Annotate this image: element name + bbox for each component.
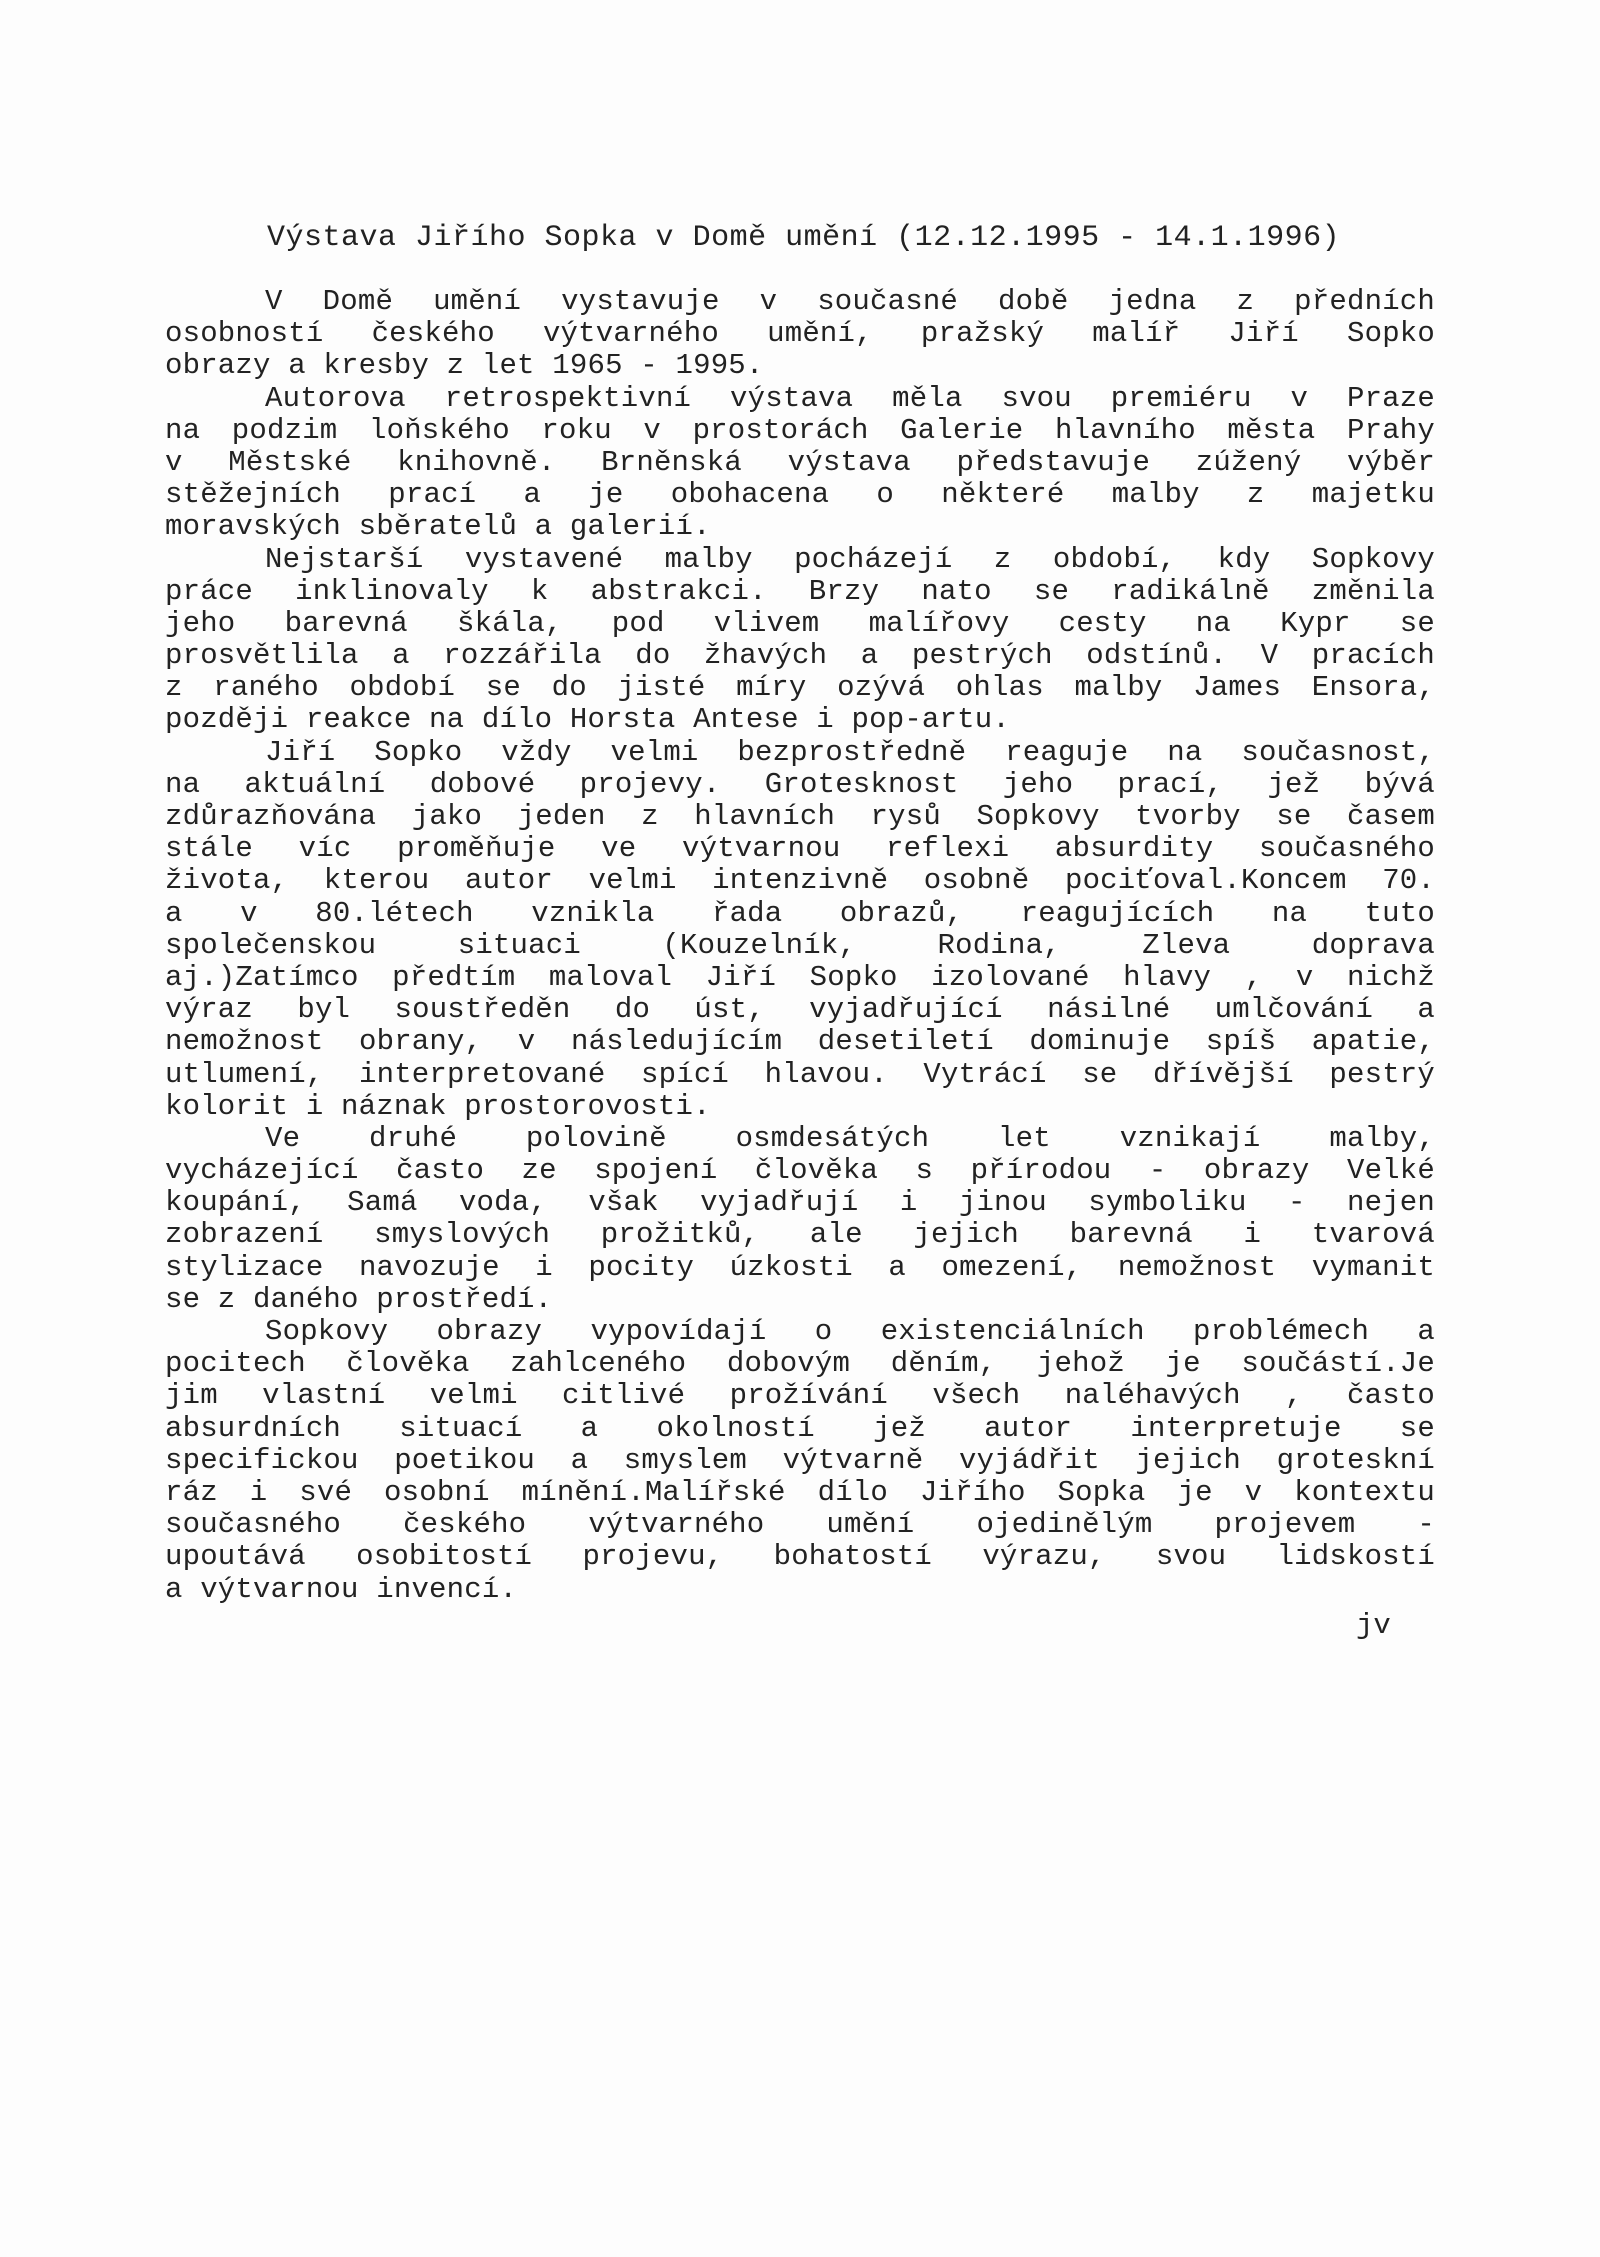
text-line: kolorit i náznak prostorovosti. (165, 1089, 711, 1123)
text-line: stylizace navozuje i pocity úzkosti a omezení, nemožnost vymanit (165, 1250, 1435, 1284)
text-line: na aktuální dobové projevy. Grotesknost jeho prací, jež bývá (165, 767, 1435, 801)
text-line: zdůrazňována jako jeden z hlavních rysů Sopkovy tvorby se časem (165, 800, 1435, 833)
text-line: ráz i své osobní mínění.Malířské dílo Jiřího Sopka je v kontextu (165, 1475, 1435, 1509)
text-line: nemožnost obrany, v následujícím desetiletí dominuje spíš apatie, (165, 1025, 1435, 1059)
paragraph (165, 544, 1435, 737)
text-line: života, kterou autor velmi intenzivně osobně pociťoval.Koncem 70. (165, 864, 1435, 898)
text-line: Nejstarší vystavené malby pocházejí z období, kdy Sopkovy (265, 542, 1435, 576)
text-line: zobrazení smyslových prožitků, ale jejich barevná i tvarová (165, 1218, 1435, 1252)
text-line: v Městské knihovně. Brněnská výstava představuje zúžený výběr (165, 445, 1435, 479)
text-line: Jiří Sopko vždy velmi bezprostředně reaguje na současnost, (265, 735, 1435, 769)
document-body (165, 286, 1435, 1606)
text-line: a v 80.létech vznikla řada obrazů, reagujících na tuto (165, 896, 1435, 930)
text-line: utlumení, interpretované spící hlavou. Vytrácí se dřívější pestrý (165, 1057, 1435, 1091)
text-line: současného českého výtvarného umění ojedinělým projevem - (165, 1508, 1435, 1542)
text-line: V Domě umění vystavuje v současné době jedna z předních (265, 285, 1435, 318)
author-initials: jv (1356, 1609, 1391, 1642)
text-line: upoutává osobitostí projevu, bohatostí výrazu, svou lidskostí (165, 1540, 1435, 1574)
text-line: stále víc proměňuje ve výtvarnou reflexi absurdity současného (165, 832, 1435, 866)
text-line: Sopkovy obrazy vypovídají o existenciálních problémech a (265, 1315, 1435, 1348)
text-line: na podzim loňského roku v prostorách Galerie hlavního města Prahy (165, 413, 1435, 447)
text-line: prosvětlila a rozzářila do žhavých a pestrých odstínů. V pracích (165, 639, 1435, 673)
text-line: pocitech člověka zahlceného dobovým děním, jehož je součástí.Je (165, 1347, 1435, 1381)
text-line: obrazy a kresby z let 1965 - 1995. (165, 349, 764, 383)
text-line: absurdních situací a okolností jež autor interpretuje se (165, 1411, 1435, 1445)
paragraph (165, 1316, 1435, 1606)
text-line: výraz byl soustředěn do úst, vyjadřující násilné umlčování a (165, 993, 1435, 1027)
paragraph (165, 737, 1435, 1123)
text-line: práce inklinovaly k abstrakci. Brzy nato se radikálně změnila (165, 574, 1435, 608)
paragraph (165, 286, 1435, 383)
text-line: osobností českého výtvarného umění, pražský malíř Jiří Sopko (165, 317, 1435, 351)
text-line: společenskou situaci (Kouzelník, Rodina, Zleva doprava (165, 928, 1435, 962)
text-line: aj.)Zatímco předtím maloval Jiří Sopko izolované hlavy , v nichž (165, 960, 1435, 994)
text-line: později reakce na dílo Horsta Antese i pop-artu. (165, 703, 1010, 737)
paragraph (165, 1123, 1435, 1316)
text-line: jeho barevná škála, pod vlivem malířovy cesty na Kypr se (165, 606, 1435, 640)
text-line: specifickou poetikou a smyslem výtvarně vyjádřit jejich groteskní (165, 1443, 1435, 1477)
document-title: Výstava Jiřího Sopka v Domě umění (12.12.1995 - 14.1.1996) (267, 221, 1341, 255)
text-line: z raného období se do jisté míry ozývá ohlas malby James Ensora, (165, 671, 1435, 705)
text-line: moravských sběratelů a galerií. (165, 510, 711, 544)
text-line: Autorova retrospektivní výstava měla svou premiéru v Praze (265, 381, 1435, 415)
text-line: se z daného prostředí. (165, 1282, 553, 1316)
text-line: jim vlastní velmi citlivé prožívání všech naléhavých , často (165, 1379, 1435, 1413)
text-line: Ve druhé polovině osmdesátých let vznikají malby, (265, 1121, 1435, 1155)
text-line: koupání, Samá voda, však vyjadřují i jinou symboliku - nejen (165, 1186, 1435, 1220)
text-line: vycházející často ze spojení člověka s přírodou - obrazy Velké (165, 1154, 1435, 1188)
paragraph (165, 383, 1435, 544)
text-line: a výtvarnou invencí. (165, 1572, 518, 1606)
text-line: stěžejních prací a je obohacena o některé malby z majetku (165, 478, 1435, 512)
